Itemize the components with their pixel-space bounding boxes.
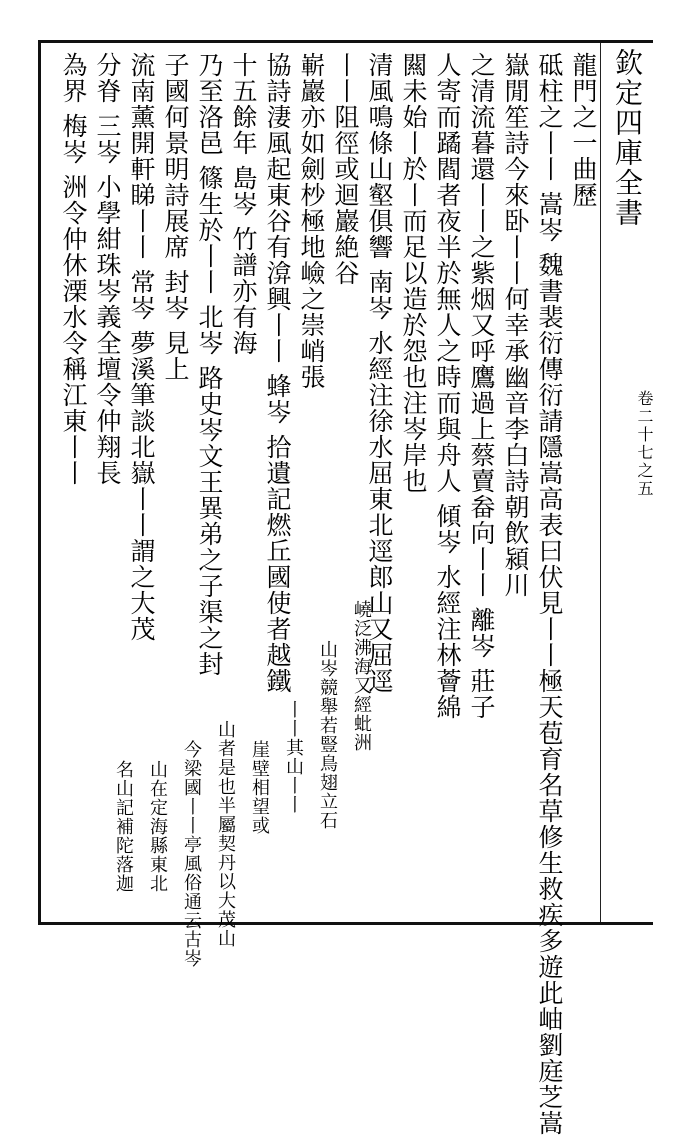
text-column: 分脊 三岑 小學紺珠岑義全壇令仲翔長 bbox=[93, 52, 122, 486]
text-column: 為界 梅岑 洲令仲休溧水令稱江東丨丨 bbox=[59, 52, 88, 486]
text-column: 人寄而蹫閻者夜半於無人之時而與舟人 傾岑 水經注林薈綿 bbox=[433, 52, 462, 720]
text-column: 山岑競舉若豎鳥翅立石 bbox=[317, 640, 338, 830]
frame-left-border bbox=[38, 40, 41, 925]
text-column: 乃至洛邑 篠生於丨丨 北岑 路史岑文王異弟之子渠之封 bbox=[195, 52, 224, 677]
text-column: 之清流暮還丨丨之紫烟又呼鷹過上蔡賣畚向丨丨 離岑 莊子 bbox=[467, 52, 496, 720]
column-rule bbox=[600, 43, 601, 922]
text-column: 子國何景明詩展席 封岑 見上 bbox=[161, 52, 190, 382]
text-column: 清風鳴條山壑俱響 南岑 水經注徐水屈東北逕郎山又屈逕 bbox=[365, 52, 394, 694]
frame-top-border bbox=[38, 40, 653, 43]
text-column: 龍門之一曲歷 bbox=[569, 52, 598, 208]
book-title: 欽定四庫全書 bbox=[611, 48, 644, 228]
text-column: 嶄巖亦如劍杪極地嶮之崇峭張 bbox=[297, 52, 326, 390]
text-column: 嶽閒笙詩今來卧丨丨何幸承幽音李白詩朝飲潁川 bbox=[501, 52, 530, 598]
text-column: 崖壁相望或 bbox=[249, 740, 270, 835]
text-column: 山者是也半屬契丹以大茂山 bbox=[215, 720, 236, 948]
text-column: 名山記補陀落迦 bbox=[113, 760, 134, 893]
text-column: 今梁國丨丨亭風俗通云古岑 bbox=[181, 740, 202, 968]
text-column: 闗未始丨於丨而足以造於怨也注岑岸也 bbox=[399, 52, 428, 494]
text-column: 嶢泛沸海又經蚍洲 bbox=[351, 600, 372, 752]
folio-label: 卷二十七之五 bbox=[635, 390, 654, 498]
text-column: 砥柱之丨丨 嵩岑 魏書裴衍傳衍請隱嵩高表曰伏見丨丨極天苞育名草修生救疾多遊此岫劉庭芝嵩 bbox=[535, 52, 564, 1136]
text-column: 丨丨其山丨丨 bbox=[283, 700, 304, 814]
text-column: 山在定海縣東北 bbox=[147, 760, 168, 893]
text-column: 協詩淒風起東谷有渰興丨丨 蜂岑 拾遺記燃丘國使者越鐵 bbox=[263, 52, 292, 694]
text-column: 丨丨阻徑或迴巖絶谷 bbox=[331, 52, 360, 286]
text-column: 流南薰開軒睇丨丨 常岑 夢溪筆談北嶽丨丨謂之大茂 bbox=[127, 52, 156, 642]
text-column: 十五餘年 島岑 竹譜亦有海 bbox=[229, 52, 258, 356]
